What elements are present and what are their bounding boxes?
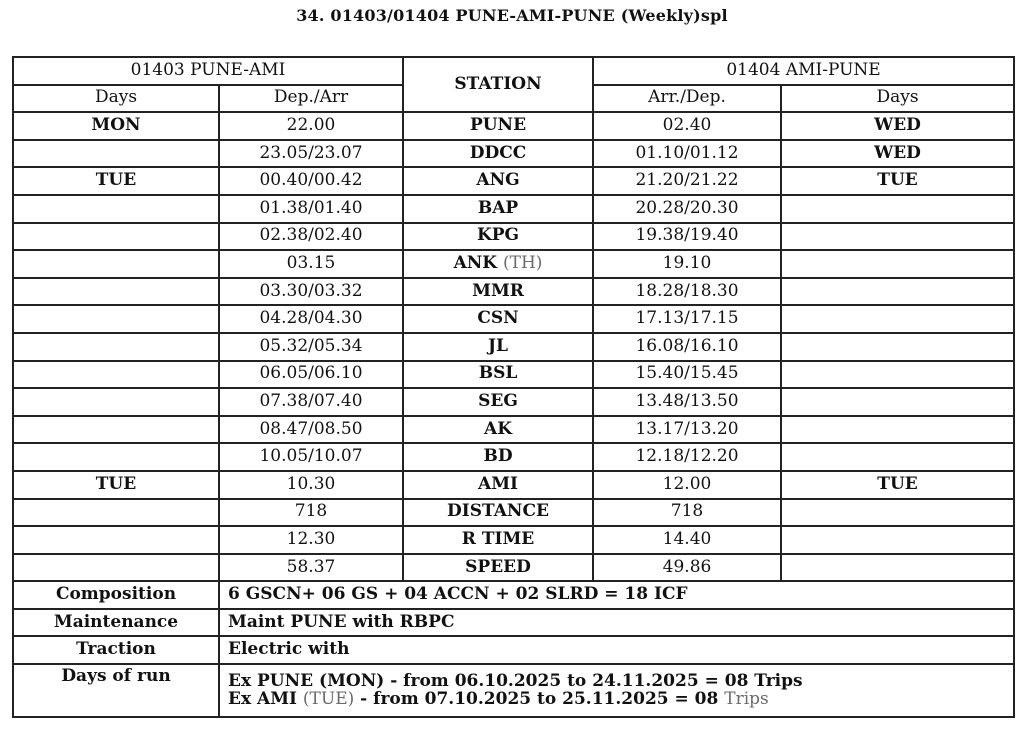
table-row (13, 140, 1014, 168)
table-row (13, 526, 1014, 554)
left-day-cell (13, 195, 219, 223)
maintenance-label: Maintenance (13, 609, 219, 637)
station-cell (403, 140, 593, 168)
left-time-cell: 02.38/02.40 (219, 223, 403, 251)
table-row (13, 499, 1014, 527)
right-time-cell: 21.20/21.22 (593, 167, 781, 195)
days-line2-part-c: - from 07.10.2025 to 25.11.2025 = 08 (354, 688, 725, 709)
composition-row (13, 581, 1014, 609)
station-code: JL (488, 335, 509, 356)
traction-label: Traction (13, 636, 219, 664)
station-cell (403, 526, 593, 554)
table-row (13, 112, 1014, 140)
days-of-run-line-1: Ex PUNE (MON) - from 06.10.2025 to 24.11.2025 = 08 Trips (228, 670, 803, 691)
maintenance-value: Maint PUNE with RBPC (219, 609, 1014, 637)
station-code: AK (484, 418, 512, 439)
left-time-cell: 03.30/03.32 (219, 278, 403, 306)
station-cell (403, 305, 593, 333)
right-day-cell (781, 278, 1014, 306)
right-time-cell: 14.40 (593, 526, 781, 554)
table-row (13, 416, 1014, 444)
right-day-cell (781, 223, 1014, 251)
station-code: CSN (477, 308, 519, 329)
left-time-cell: 23.05/23.07 (219, 140, 403, 168)
station-suffix: (TH) (503, 253, 543, 274)
station-code: KPG (476, 225, 520, 246)
left-time-cell: 08.47/08.50 (219, 416, 403, 444)
right-time-cell: 19.10 (593, 250, 781, 278)
left-time-cell: 10.05/10.07 (219, 443, 403, 471)
station-cell (403, 112, 593, 140)
left-time-cell: 06.05/06.10 (219, 361, 403, 389)
table-row (13, 333, 1014, 361)
table-row (13, 250, 1014, 278)
table-row (13, 554, 1014, 582)
table-row (13, 443, 1014, 471)
right-time-cell: 02.40 (593, 112, 781, 140)
station-code: AMI (478, 473, 518, 494)
maintenance-row (13, 609, 1014, 637)
days-of-run-row (13, 664, 1014, 717)
table-row (13, 361, 1014, 389)
right-day-cell (781, 443, 1014, 471)
document-title: 34. 01403/01404 PUNE-AMI-PUNE (Weekly)spl (296, 6, 728, 25)
left-time-cell: 04.28/04.30 (219, 305, 403, 333)
left-days-header: Days (13, 85, 219, 113)
composition-label: Composition (13, 581, 219, 609)
left-time-header: Dep./Arr (219, 85, 403, 113)
right-days-header: Days (781, 85, 1014, 113)
station-cell (403, 554, 593, 582)
right-time-cell: 01.10/01.12 (593, 140, 781, 168)
station-cell (403, 195, 593, 223)
table-row (13, 167, 1014, 195)
station-code: MMR (472, 280, 524, 301)
right-day-cell: TUE (781, 471, 1014, 499)
right-day-cell: WED (781, 140, 1014, 168)
table-row (13, 471, 1014, 499)
station-code: SEG (478, 391, 518, 411)
days-of-run-label: Days of run (13, 664, 219, 717)
left-day-cell: MON (13, 112, 219, 140)
station-code: BSL (478, 363, 518, 384)
right-time-cell: 19.38/19.40 (593, 223, 781, 251)
left-time-cell: 22.00 (219, 112, 403, 140)
station-code: DISTANCE (447, 501, 549, 522)
left-time-cell: 07.38/07.40 (219, 388, 403, 416)
right-day-cell (781, 416, 1014, 444)
right-day-cell (781, 554, 1014, 582)
station-code: ANK (453, 253, 498, 274)
station-cell (403, 167, 593, 195)
left-day-cell (13, 554, 219, 582)
left-day-cell (13, 443, 219, 471)
right-time-cell: 13.48/13.50 (593, 388, 781, 416)
station-cell (403, 443, 593, 471)
table-row (13, 195, 1014, 223)
left-day-cell (13, 250, 219, 278)
left-day-cell (13, 388, 219, 416)
timetable (12, 56, 1015, 718)
days-line2-part-b: (TUE) (302, 688, 355, 709)
station-code: BD (483, 446, 513, 467)
left-day-cell (13, 140, 219, 168)
station-cell (403, 333, 593, 361)
right-day-cell (781, 195, 1014, 223)
header-row-1 (13, 57, 1014, 85)
right-time-cell: 16.08/16.10 (593, 333, 781, 361)
left-time-cell: 10.30 (219, 471, 403, 499)
station-cell (403, 223, 593, 251)
right-day-cell (781, 305, 1014, 333)
right-time-cell: 718 (593, 499, 781, 527)
right-time-cell: 13.17/13.20 (593, 416, 781, 444)
composition-value: 6 GSCN+ 06 GS + 04 ACCN + 02 SLRD = 18 ICF (219, 581, 1014, 609)
days-line2-part-a: Ex AMI (228, 688, 303, 709)
right-day-cell: WED (781, 112, 1014, 140)
right-day-cell (781, 388, 1014, 416)
right-time-header: Arr./Dep. (593, 85, 781, 113)
left-time-cell: 58.37 (219, 554, 403, 582)
left-time-cell: 05.32/05.34 (219, 333, 403, 361)
station-cell (403, 388, 593, 416)
right-time-cell: 18.28/18.30 (593, 278, 781, 306)
right-day-cell (781, 526, 1014, 554)
right-time-cell: 17.13/17.15 (593, 305, 781, 333)
left-time-cell: 00.40/00.42 (219, 167, 403, 195)
left-day-cell (13, 333, 219, 361)
left-day-cell: TUE (13, 471, 219, 499)
left-day-cell (13, 361, 219, 389)
left-day-cell (13, 278, 219, 306)
left-time-cell: 01.38/01.40 (219, 195, 403, 223)
traction-row (13, 636, 1014, 664)
days-of-run-line-2 (228, 688, 1007, 709)
table-row (13, 388, 1014, 416)
right-time-cell: 15.40/15.45 (593, 361, 781, 389)
left-day-cell (13, 416, 219, 444)
right-day-cell (781, 499, 1014, 527)
left-day-cell (13, 499, 219, 527)
station-cell (403, 250, 593, 278)
days-line2-part-d: Trips (724, 688, 769, 709)
station-code: R TIME (461, 528, 535, 549)
left-day-cell (13, 305, 219, 333)
right-day-cell: TUE (781, 167, 1014, 195)
right-train-header: 01404 AMI-PUNE (593, 57, 1014, 85)
left-day-cell (13, 223, 219, 251)
right-time-cell: 20.28/20.30 (593, 195, 781, 223)
left-time-cell: 718 (219, 499, 403, 527)
left-day-cell: TUE (13, 167, 219, 195)
days-of-run-value (219, 664, 1014, 717)
station-code: PUNE (469, 115, 527, 136)
right-day-cell (781, 361, 1014, 389)
table-row (13, 305, 1014, 333)
station-cell (403, 416, 593, 444)
station-cell (403, 361, 593, 389)
left-train-header: 01403 PUNE-AMI (13, 57, 403, 85)
left-time-cell: 03.15 (219, 250, 403, 278)
station-code: DDCC (469, 142, 527, 163)
station-cell (403, 471, 593, 499)
left-time-cell: 12.30 (219, 526, 403, 554)
right-day-cell (781, 333, 1014, 361)
traction-value: Electric with (219, 636, 1014, 664)
right-time-cell: 12.18/12.20 (593, 443, 781, 471)
station-cell (403, 499, 593, 527)
station-code: BAP (477, 197, 519, 218)
right-time-cell: 12.00 (593, 471, 781, 499)
right-day-cell (781, 250, 1014, 278)
station-code: SPEED (465, 556, 531, 577)
table-row (13, 278, 1014, 306)
station-code: ANG (476, 170, 520, 191)
table-row (13, 223, 1014, 251)
station-cell (403, 278, 593, 306)
left-day-cell (13, 526, 219, 554)
station-header: STATION (403, 57, 593, 112)
right-time-cell: 49.86 (593, 554, 781, 582)
